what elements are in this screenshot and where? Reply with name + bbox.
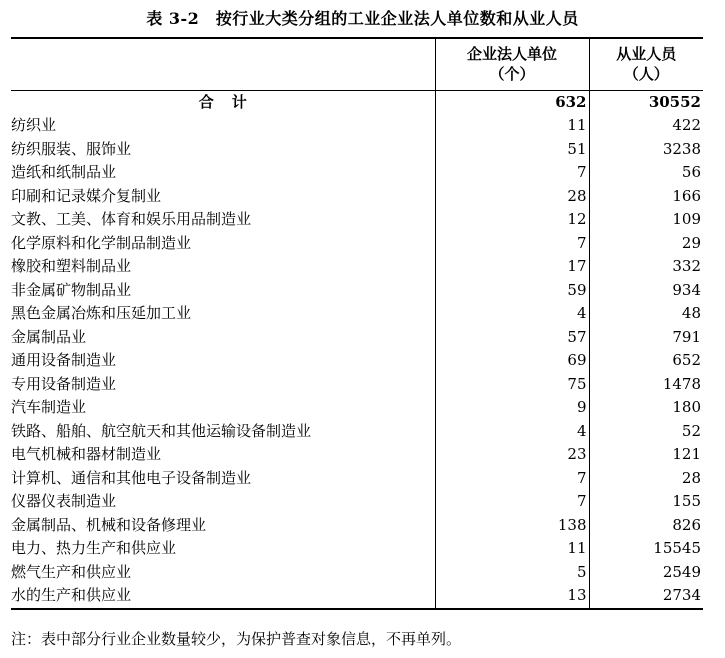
enterprise-units: 7 bbox=[435, 467, 589, 491]
employees: 332 bbox=[589, 255, 703, 279]
enterprise-units: 11 bbox=[435, 114, 589, 138]
total-units: 632 bbox=[435, 90, 589, 114]
table-row bbox=[11, 561, 703, 585]
employees: 48 bbox=[589, 302, 703, 326]
header-units-label: 企业法人单位 bbox=[466, 45, 557, 64]
table-row bbox=[11, 420, 703, 444]
employees: 15545 bbox=[589, 537, 703, 561]
enterprise-units: 13 bbox=[435, 584, 589, 609]
table-header-row bbox=[11, 38, 703, 90]
header-enterprise-units bbox=[435, 38, 589, 90]
table-row bbox=[11, 185, 703, 209]
header-industry bbox=[11, 38, 435, 90]
footnote: 注：表中部分行业企业数量较少，为保护普查对象信息，不再单列。 bbox=[11, 630, 462, 648]
header-employees-label: 从业人员 bbox=[616, 45, 677, 64]
industry-name: 橡胶和塑料制品业 bbox=[11, 257, 132, 275]
table-row bbox=[11, 326, 703, 350]
enterprise-units: 17 bbox=[435, 255, 589, 279]
table-row bbox=[11, 490, 703, 514]
industry-name: 非金属矿物制品业 bbox=[11, 280, 132, 299]
total-label: 合计 bbox=[198, 92, 265, 111]
enterprise-units: 7 bbox=[435, 232, 589, 256]
employees: 28 bbox=[589, 467, 703, 491]
industry-name: 印刷和记录媒介复制业 bbox=[11, 186, 162, 205]
table-row bbox=[11, 161, 703, 185]
employees: 52 bbox=[589, 420, 703, 444]
table-row bbox=[11, 138, 703, 162]
employees: 180 bbox=[589, 396, 703, 420]
employees: 121 bbox=[589, 443, 703, 467]
industry-name: 电力、热力生产和供应业 bbox=[11, 539, 177, 557]
industry-name: 燃气生产和供应业 bbox=[11, 562, 132, 581]
table-row bbox=[11, 232, 703, 256]
industry-name: 黑色金属冶炼和压延加工业 bbox=[11, 304, 192, 322]
table-row bbox=[11, 114, 703, 138]
enterprise-units: 9 bbox=[435, 396, 589, 420]
employees: 29 bbox=[589, 232, 703, 256]
industry-name: 水的生产和供应业 bbox=[11, 584, 435, 609]
industry-name: 纺织业 bbox=[11, 116, 57, 134]
industry-name: 铁路、船舶、航空航天和其他运输设备制造业 bbox=[11, 421, 312, 440]
table-row bbox=[11, 396, 703, 420]
enterprise-units: 138 bbox=[435, 514, 589, 538]
employees: 2549 bbox=[589, 561, 703, 585]
enterprise-units: 59 bbox=[435, 279, 589, 303]
industry-name: 计算机、通信和其他电子设备制造业 bbox=[11, 468, 252, 487]
industry-name: 电气机械和器材制造业 bbox=[11, 445, 162, 463]
enterprise-units: 57 bbox=[435, 326, 589, 350]
table-row bbox=[11, 373, 703, 397]
table-row bbox=[11, 279, 703, 303]
total-employees: 30552 bbox=[589, 90, 703, 114]
industry-name: 金属制品、机械和设备修理业 bbox=[11, 515, 207, 534]
header-employees-unit: （人） bbox=[623, 65, 669, 84]
industry-name: 专用设备制造业 bbox=[11, 374, 117, 393]
enterprise-units: 28 bbox=[435, 185, 589, 209]
employees: 934 bbox=[589, 279, 703, 303]
industry-name: 仪器仪表制造业 bbox=[11, 492, 117, 510]
industry-name: 纺织服装、服饰业 bbox=[11, 139, 132, 158]
enterprise-units: 4 bbox=[435, 302, 589, 326]
enterprise-units: 75 bbox=[435, 373, 589, 397]
table-row bbox=[11, 467, 703, 491]
industry-name: 造纸和纸制品业 bbox=[11, 163, 117, 181]
table-row bbox=[11, 514, 703, 538]
enterprise-units: 69 bbox=[435, 349, 589, 373]
header-employees bbox=[589, 38, 703, 90]
industry-name: 金属制品业 bbox=[11, 327, 87, 346]
employees: 826 bbox=[589, 514, 703, 538]
table-row bbox=[11, 302, 703, 326]
employees: 2734 bbox=[589, 584, 703, 609]
enterprise-units: 7 bbox=[435, 161, 589, 185]
enterprise-units: 23 bbox=[435, 443, 589, 467]
table-row bbox=[11, 584, 703, 609]
enterprise-units: 11 bbox=[435, 537, 589, 561]
table-row bbox=[11, 255, 703, 279]
enterprise-units: 51 bbox=[435, 138, 589, 162]
industry-table bbox=[11, 37, 703, 610]
employees: 56 bbox=[589, 161, 703, 185]
table-row bbox=[11, 443, 703, 467]
industry-name: 化学原料和化学制品制造业 bbox=[11, 233, 192, 252]
employees: 791 bbox=[589, 326, 703, 350]
employees: 166 bbox=[589, 185, 703, 209]
industry-name: 汽车制造业 bbox=[11, 398, 87, 416]
table-row bbox=[11, 537, 703, 561]
table-row bbox=[11, 349, 703, 373]
employees: 3238 bbox=[589, 138, 703, 162]
employees: 155 bbox=[589, 490, 703, 514]
employees: 1478 bbox=[589, 373, 703, 397]
header-units-unit: （个） bbox=[489, 65, 535, 84]
table-row bbox=[11, 208, 703, 232]
employees: 652 bbox=[589, 349, 703, 373]
enterprise-units: 12 bbox=[435, 208, 589, 232]
total-row bbox=[11, 90, 703, 114]
industry-name: 通用设备制造业 bbox=[11, 351, 117, 369]
enterprise-units: 7 bbox=[435, 490, 589, 514]
industry-name: 文教、工美、体育和娱乐用品制造业 bbox=[11, 210, 252, 228]
employees: 109 bbox=[589, 208, 703, 232]
enterprise-units: 5 bbox=[435, 561, 589, 585]
table-title: 表 3-2 按行业大类分组的工业企业法人单位数和从业人员 bbox=[146, 9, 579, 28]
employees: 422 bbox=[589, 114, 703, 138]
enterprise-units: 4 bbox=[435, 420, 589, 444]
